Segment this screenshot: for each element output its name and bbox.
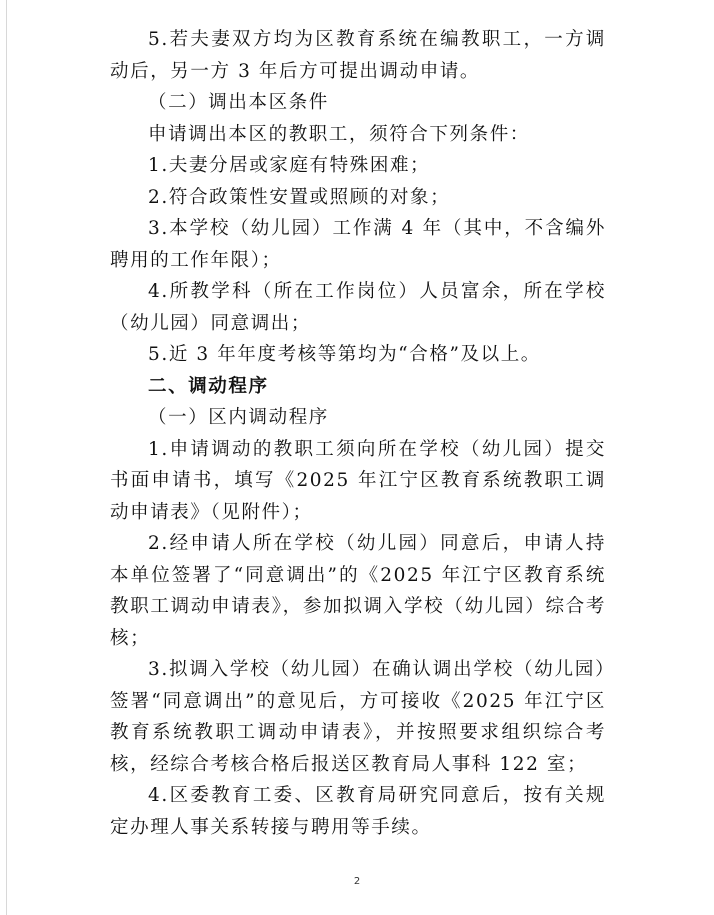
procedure-step-1: 1.申请调动的教职工须向所在学校（幼儿园）提交书面申请书，填写《2025 年江宁区教育系统教职工调动申请表》（见附件）； (110, 438, 606, 523)
condition-item-4: 4.所教学科（所在工作岗位）人员富余，所在学校（幼儿园）同意调出； (110, 281, 606, 334)
page-number: 2 (353, 876, 361, 887)
condition-item-2: 2.符合政策性安置或照顾的对象； (148, 186, 451, 208)
subheading-transfer-out-conditions: （二）调出本区条件 (148, 92, 329, 113)
procedure-step-4: 4.区委教育工委、区教育局研究同意后，按有关规定办理人事关系转接与聘用等手续。 (110, 785, 606, 838)
condition-item-5: 5.近 3 年年度考核等第均为“合格”及以上。 (148, 344, 541, 365)
document-body (110, 24, 606, 843)
condition-item-3: 3.本学校（幼儿园）工作满 4 年（其中，不含编外聘用的工作年限）； (110, 218, 606, 271)
section-heading-procedure: 二、调动程序 (148, 375, 269, 397)
paragraph-transfer-out-intro: 申请调出本区的教职工，须符合下列条件： (148, 123, 530, 145)
condition-item-1: 1.夫妻分居或家庭有特殊困难； (148, 155, 431, 176)
procedure-step-3: 3.拟调入学校（幼儿园）在确认调出学校（幼儿园）签署“同意调出”的意见后，方可接收《2025 年江宁区教育系统教职工调动申请表》，并按照要求组织综合考核，经综合考核合格后报送区教育局人事科 122 室； (110, 659, 606, 775)
procedure-step-2: 2.经申请人所在学校（幼儿园）同意后，申请人持本单位签署了“同意调出”的《2025 年江宁区教育系统教职工调动申请表》，参加拟调入学校（幼儿园）综合考核； (110, 533, 606, 649)
page-edge-line (6, 0, 7, 915)
paragraph-spouse-rule: 5.若夫妻双方均为区教育系统在编教职工，一方调动后，另一方 3 年后方可提出调动申请。 (110, 29, 606, 82)
subheading-internal-procedure: （一）区内调动程序 (148, 407, 329, 428)
